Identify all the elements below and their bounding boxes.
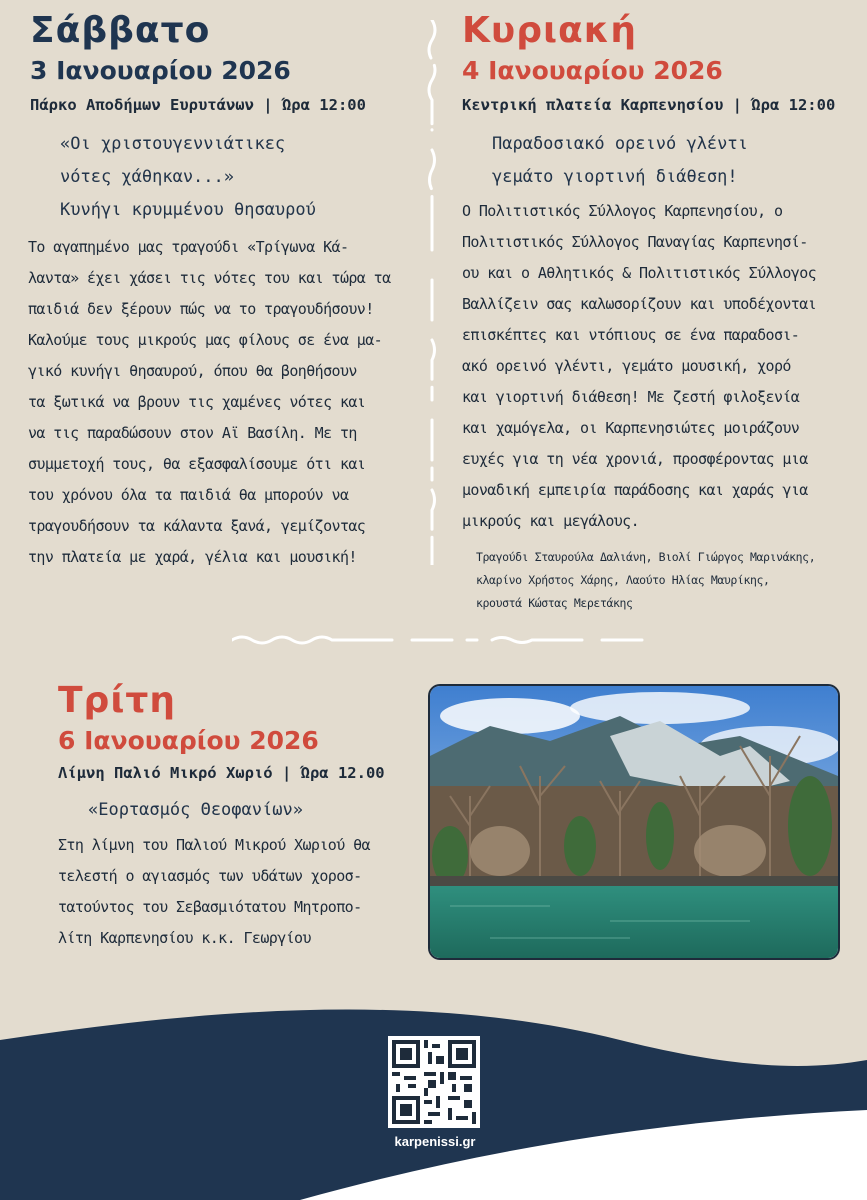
sunday-place: Κεντρική πλατεία Καρπενησίου | Ώρα 12:00 [462,96,836,114]
saturday-quote [60,128,316,227]
sunday-text-line: ου και ο Αθλητικός & Πολιτιστικός Σύλλογος [462,264,817,282]
saturday-text-line: Καλούμε τους μικρούς μας φίλους σε ένα μα- [28,331,383,349]
sunday-quote [492,128,748,194]
tuesday-text-line: λίτη Καρπενησίου κ.κ. Γεωργίου [58,929,311,947]
sunday-day-title: Κυριακή [462,10,637,51]
sunday-text-line: και χαμόγελα, οι Καρπενησιώτες μοιράζουν [462,419,800,437]
saturday-description [28,232,408,573]
lake-photo [428,684,840,960]
saturday-text-line: παιδιά δεν ξέρουν πώς να το τραγουδήσουν! [28,300,374,318]
saturday-quote-line: νότες χάθηκαν...» [60,167,234,187]
qr-code[interactable] [388,1036,480,1128]
tuesday-text-line: τελεστή ο αγιασμός των υδάτων χοροσ- [58,867,362,885]
sunday-credits [476,546,815,615]
saturday-place: Πάρκο Αποδήμων Ευρυτάνων | Ώρα 12:00 [30,96,366,114]
horizontal-divider [232,628,652,650]
tuesday-date: 6 Ιανουαρίου 2026 [58,726,319,755]
tuesday-description [58,830,408,954]
tuesday-place: Λίμνη Παλιό Μικρό Χωριό | Ώρα 12.00 [58,764,385,782]
saturday-text-line: Το αγαπημένο μας τραγούδι «Τρίγωνα Κά- [28,238,349,256]
sunday-text-line: και γιορτινή διάθεση! Με ζεστή φιλοξενία [462,388,800,406]
saturday-text-line: του χρόνου όλα τα παιδιά θα μπορούν να [28,486,349,504]
sunday-text-line: Βαλλίζειν σας καλωσορίζουν και υποδέχονται [462,295,817,313]
credit-line: κρουστά Κώστας Μερετάκης [476,596,633,610]
tuesday-text-line: τατούντος του Σεβασμιότατου Μητροπο- [58,898,362,916]
sunday-quote-line: Παραδοσιακό ορεινό γλέντι [492,134,748,154]
sunday-date: 4 Ιανουαρίου 2026 [462,56,723,85]
saturday-text-line: λαντα» έχει χάσει τις νότες του και τώρα τα [28,269,391,287]
saturday-day-title: Σάββατο [30,10,211,51]
sunday-text-line: Πολιτιστικός Σύλλογος Παναγίας Καρπενησί- [462,233,808,251]
saturday-text-line: τα ξωτικά να βρουν τις χαμένες νότες και [28,393,366,411]
tuesday-quote-line: «Εορτασμός Θεοφανίων» [88,800,303,820]
credit-line: κλαρίνο Χρήστος Χάρης, Λαούτο Ηλίας Μαυρίκης, [476,573,770,587]
sunday-quote-line: γεμάτο γιορτινή διάθεση! [492,167,738,187]
sunday-text-line: επισκέπτες και ντόπιους σε ένα παραδοσι- [462,326,800,344]
sunday-description [462,196,840,537]
saturday-text-line: την πλατεία με χαρά, γέλια και μουσική! [28,548,357,566]
tuesday-day-title: Τρίτη [58,680,176,721]
website-label[interactable]: karpenissi.gr [394,1134,476,1149]
sunday-text-line: ευχές για τη νέα χρονιά, προσφέροντας μια [462,450,808,468]
saturday-text-line: τραγουδήσουν τα κάλαντα ξανά, γεμίζοντας [28,517,366,535]
saturday-quote-line: Κυνήγι κρυμμένου θησαυρού [60,200,316,220]
tuesday-text-line: Στη λίμνη του Παλιού Μικρού Χωριού θα [58,836,370,854]
saturday-date: 3 Ιανουαρίου 2026 [30,56,291,85]
sunday-text-line: ακό ορεινό γλέντι, γεμάτο μουσική, χορό [462,357,791,375]
sunday-text-line: μοναδική εμπειρία παράδοσης και χαράς για [462,481,808,499]
sunday-text-line: Ο Πολιτιστικός Σύλλογος Καρπενησίου, ο [462,202,783,220]
vertical-divider [422,20,442,565]
tuesday-quote [88,794,303,827]
saturday-quote-line: «Οι χριστουγεννιάτικες [60,134,286,154]
saturday-text-line: να τις παραδώσουν στον Αϊ Βασίλη. Με τη [28,424,357,442]
saturday-text-line: γικό κυνήγι θησαυρού, όπου θα βοηθήσουν [28,362,357,380]
saturday-text-line: συμμετοχή τους, θα εξασφαλίσουμε ότι και [28,455,366,473]
sunday-text-line: μικρούς και μεγάλους. [462,512,640,530]
credit-line: Τραγούδι Σταυρούλα Δαλιάνη, Βιολί Γιώργος Μαρινάκης, [476,550,816,564]
